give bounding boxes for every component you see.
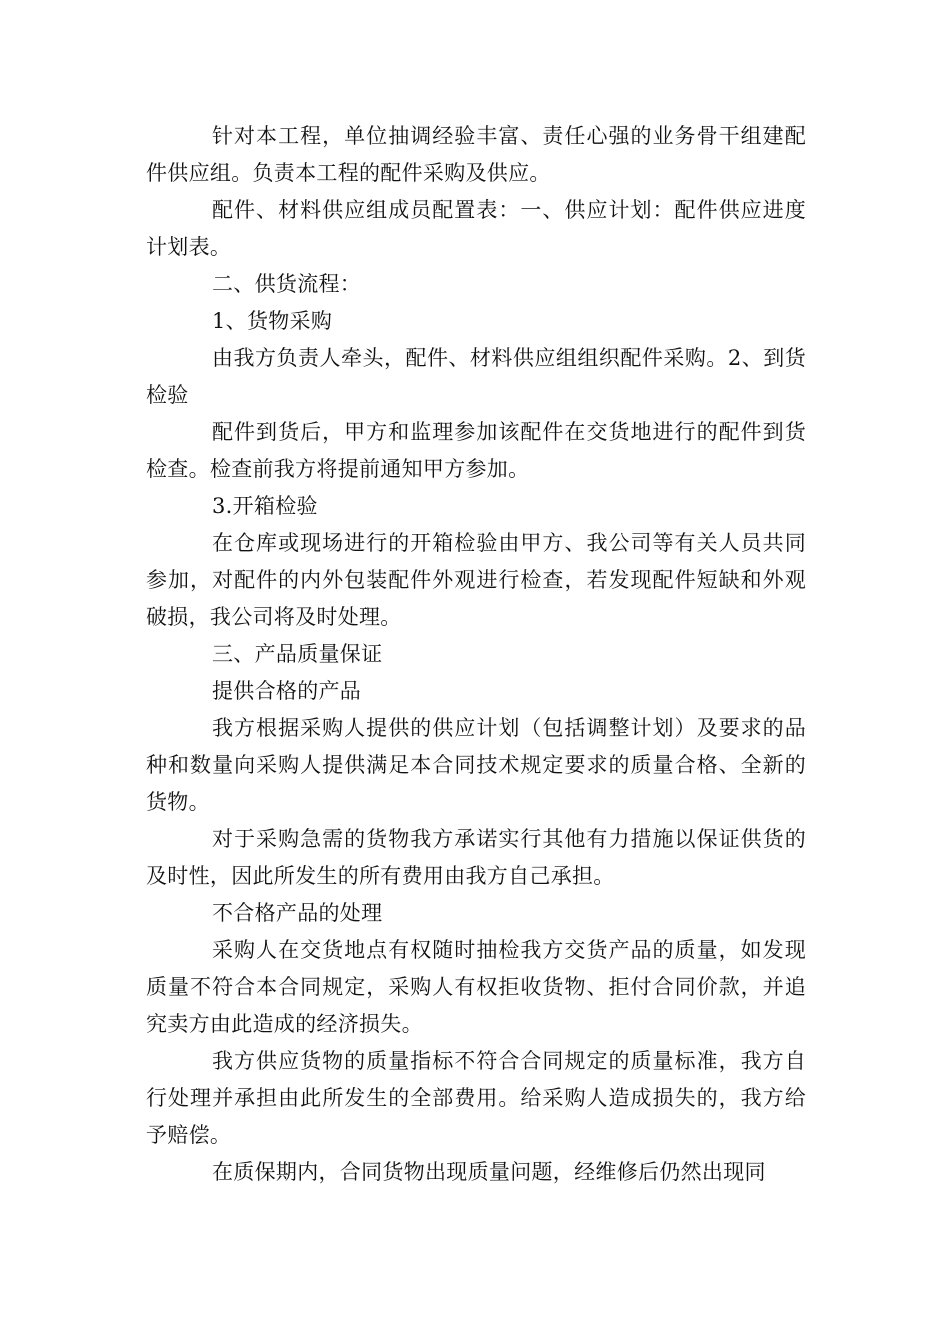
heading-qualified-products: 提供合格的产品 <box>212 679 362 703</box>
paragraph-supply-plan: 我方根据采购人提供的供应计划（包括调整计划）及要求的品种和数量向采购人提供满足本合同技术规定要求的质量合格、全新的货物。 <box>146 716 806 814</box>
heading-nonconforming-products: 不合格产品的处理 <box>212 901 383 925</box>
heading-unpacking-inspection: 3.开箱检验 <box>212 494 318 518</box>
paragraph-spot-check: 采购人在交货地点有权随时抽检我方交货产品的质量，如发现质量不符合本合同规定，采购人有权拒收货物、拒付合同价款，并追究卖方由此造成的经济损失。 <box>146 938 806 1036</box>
paragraph-unpacking-inspection: 在仓库或现场进行的开箱检验由甲方、我公司等有关人员共同参加，对配件的内外包装配件外观进行检查，若发现配件短缺和外观破损，我公司将及时处理。 <box>146 531 806 629</box>
heading-supply-process: 二、供货流程： <box>212 272 362 296</box>
paragraph-warranty: 在质保期内，合同货物出现质量问题，经维修后仍然出现同 <box>212 1160 766 1184</box>
heading-procurement: 1、货物采购 <box>212 309 333 333</box>
paragraph-intro: 针对本工程，单位抽调经验丰富、责任心强的业务骨干组建配件供应组。负责本工程的配件采购及供应。 <box>146 124 806 185</box>
paragraph-procurement: 由我方负责人牵头，配件、材料供应组组织配件采购。2、到货检验 <box>146 346 806 407</box>
document-body <box>146 118 806 1191</box>
heading-quality-assurance: 三、产品质量保证 <box>212 642 383 666</box>
paragraph-urgent-goods: 对于采购急需的货物我方承诺实行其他有力措施以保证供货的及时性，因此所发生的所有费用由我方自己承担。 <box>146 827 806 888</box>
paragraph-arrival-inspection: 配件到货后，甲方和监理参加该配件在交货地进行的配件到货检查。检查前我方将提前通知甲方参加。 <box>146 420 806 481</box>
paragraph-staff-table: 配件、材料供应组成员配置表：一、供应计划：配件供应进度计划表。 <box>146 198 806 259</box>
paragraph-quality-standard: 我方供应货物的质量指标不符合合同规定的质量标准，我方自行处理并承担由此所发生的全部费用。给采购人造成损失的，我方给予赔偿。 <box>146 1049 806 1147</box>
